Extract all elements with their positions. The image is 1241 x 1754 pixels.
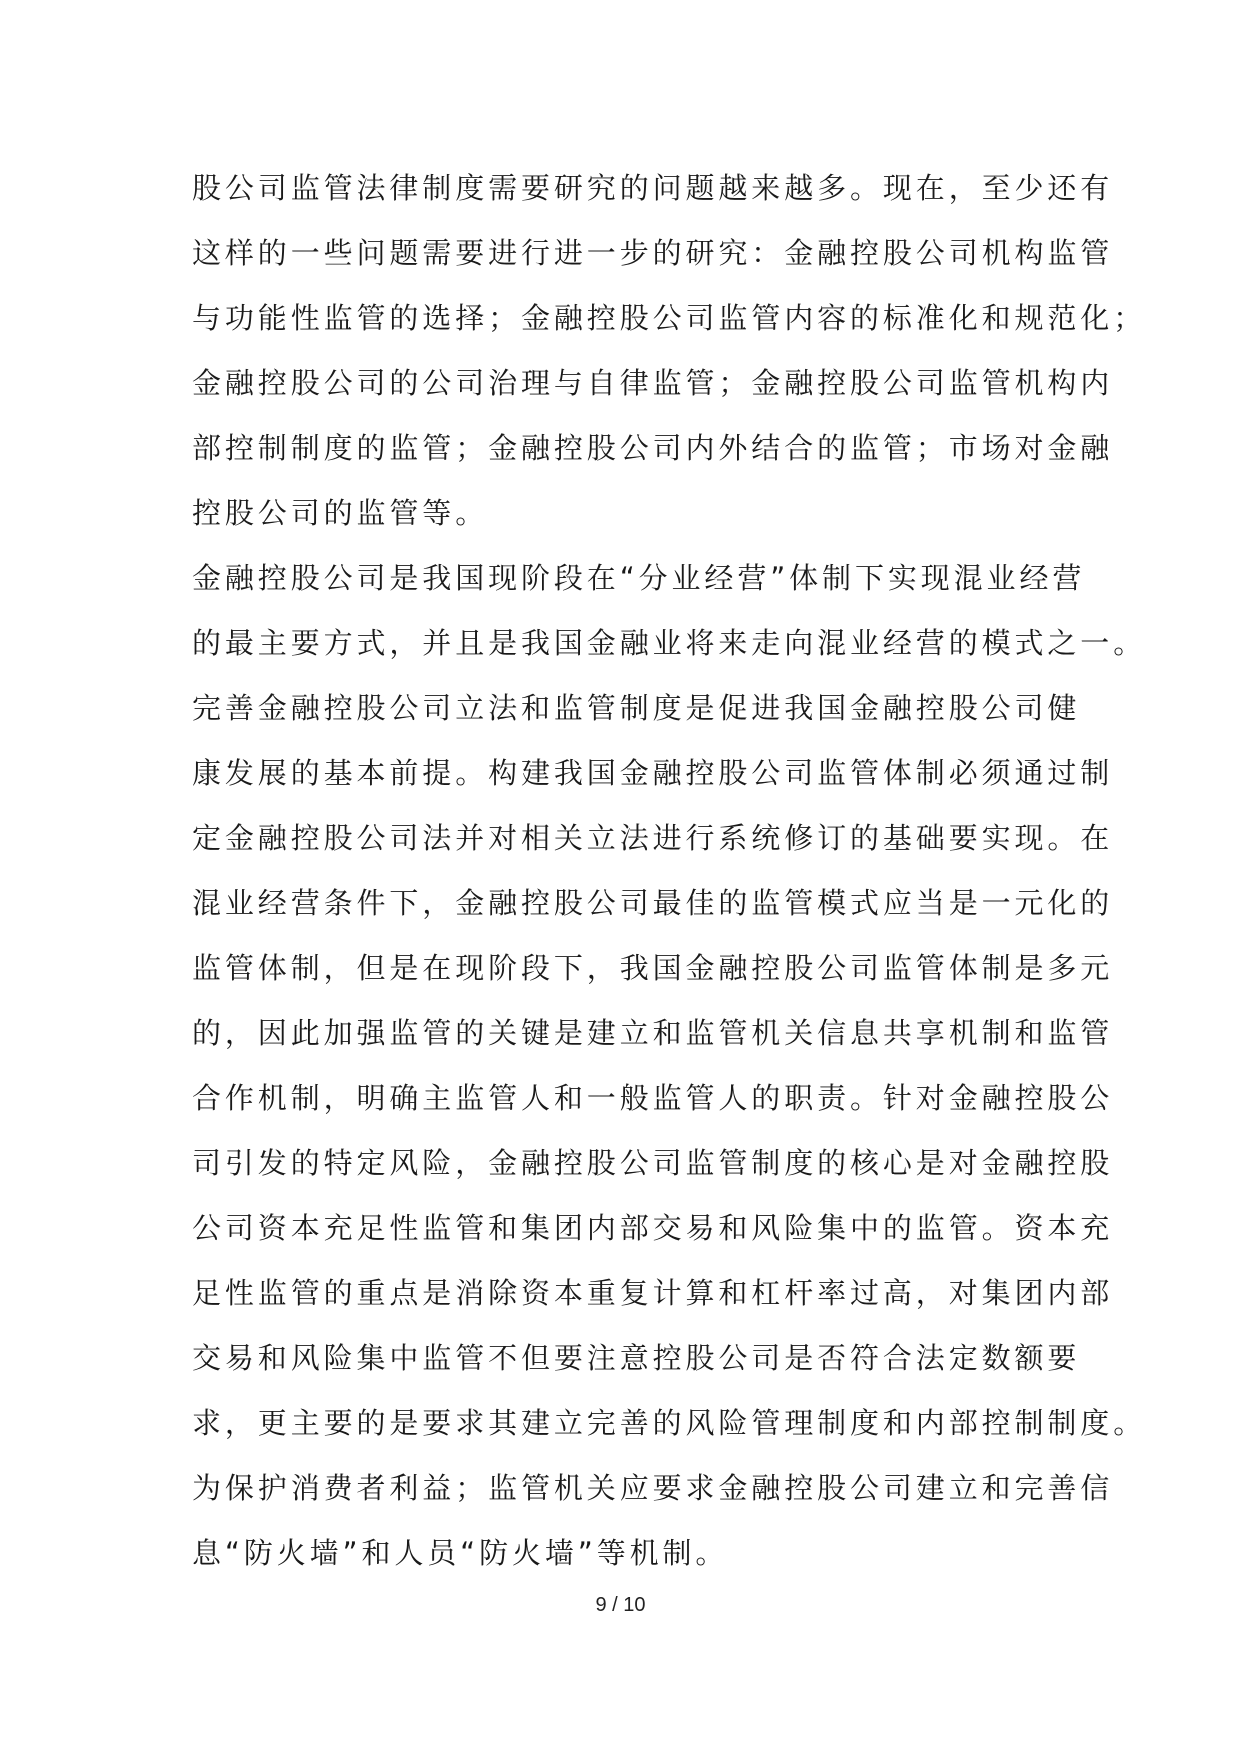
text-line: 股公司监管法律制度需要研究的问题越来越多。现在，至少还有 [192,171,1114,205]
text-line: 金融控股公司的公司治理与自律监管；金融控股公司监管机构内 [192,366,1114,400]
text-line: 司引发的特定风险，金融控股公司监管制度的核心是对金融控股 [192,1146,1114,1180]
text-line: 康发展的基本前提。构建我国金融控股公司监管体制必须通过制 [192,756,1114,790]
text-line: 金融控股公司是我国现阶段在“分业经营”体制下实现混业经营 [192,561,1086,595]
text-line: 这样的一些问题需要进行进一步的研究：金融控股公司机构监管 [192,236,1114,270]
text-line: 公司资本充足性监管和集团内部交易和风险集中的监管。资本充 [192,1211,1114,1245]
text-line: 完善金融控股公司立法和监管制度是促进我国金融控股公司健 [192,691,1081,725]
text-line: 的，因此加强监管的关键是建立和监管机关信息共享机制和监管 [192,1016,1114,1050]
text-line: 与功能性监管的选择；金融控股公司监管内容的标准化和规范化； [192,301,1147,335]
page-number: 9 / 10 [595,1594,646,1616]
text-line: 足性监管的重点是消除资本重复计算和杠杆率过高，对集团内部 [192,1276,1114,1310]
text-line: 求，更主要的是要求其建立完善的风险管理制度和内部控制制度。 [192,1406,1147,1440]
text-line: 监管体制，但是在现阶段下，我国金融控股公司监管体制是多元 [192,951,1114,985]
text-line: 控股公司的监管等。 [192,496,489,530]
text-line: 的最主要方式，并且是我国金融业将来走向混业经营的模式之一。 [192,626,1147,660]
text-line: 为保护消费者利益；监管机关应要求金融控股公司建立和完善信 [192,1471,1114,1505]
text-line: 部控制制度的监管；金融控股公司内外结合的监管；市场对金融 [192,431,1114,465]
text-line: 合作机制，明确主监管人和一般监管人的职责。针对金融控股公 [192,1081,1114,1115]
text-line: 定金融控股公司法并对相关立法进行系统修订的基础要实现。在 [192,821,1114,855]
text-line: 混业经营条件下，金融控股公司最佳的监管模式应当是一元化的 [192,886,1114,920]
text-line: 交易和风险集中监管不但要注意控股公司是否符合法定数额要 [192,1341,1081,1375]
text-line: 息“防火墙”和人员“防火墙”等机制。 [192,1536,729,1570]
body-text [192,156,1147,1586]
